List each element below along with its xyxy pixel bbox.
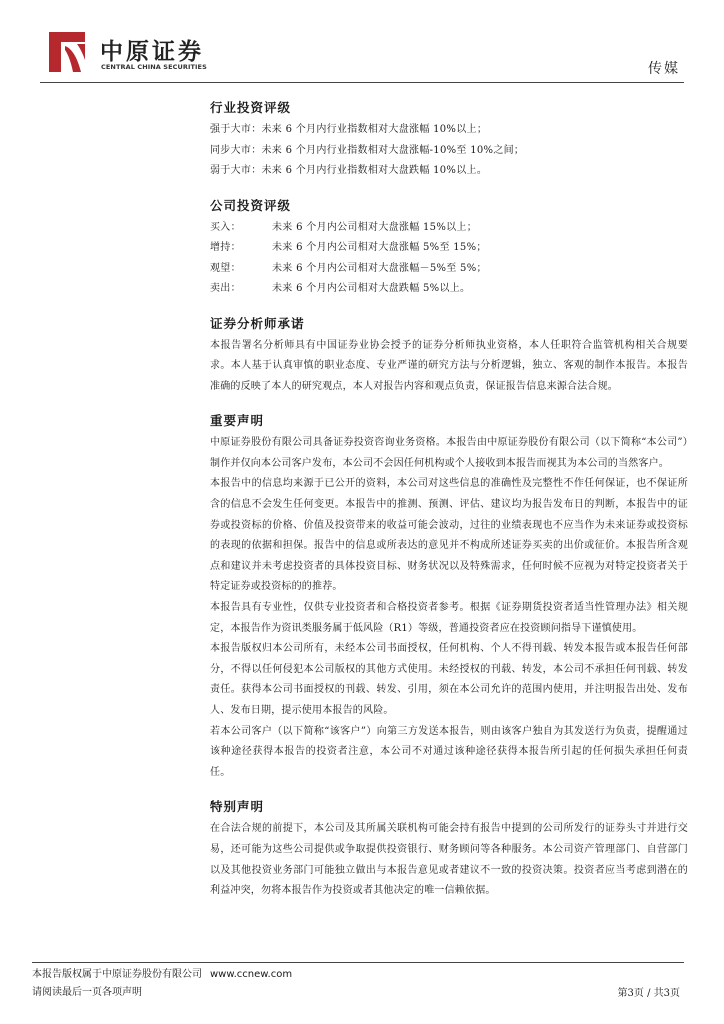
footer-left xyxy=(32,966,292,1002)
special-statement-title: 特别声明 xyxy=(210,799,265,815)
important-statement-paragraph: 中原证券股份有限公司具备证券投资咨询业务资格。本报告由中原证券股份有限公司（以下简称“本公司”）制作并仅向本公司客户发布，本公司不会因任何机构或个人接收到本报告而视其为本公司的当然客户。 xyxy=(210,437,688,469)
special-statement-paragraph: 在合法合规的前提下，本公司及其所属关联机构可能会持有报告中提到的公司所发行的证券头寸并进行交易，还可能为这些公司提供或争取提供投资银行、财务顾问等各种服务。本公司资产管理部门、自营部门以及其他投资业务部门可能独立做出与本报告意见或者建议不一致的投资决策。投资者应当考虑到潜在的利益冲突，勿将本报告作为投资或者其他决定的唯一信赖依据。 xyxy=(210,823,688,897)
company-rating-row xyxy=(210,218,688,239)
company-rating-title: 公司投资评级 xyxy=(210,197,292,213)
rating-label: 观望： xyxy=(210,262,241,274)
sector-label: 传媒 xyxy=(648,61,680,77)
rating-label: 增持： xyxy=(210,242,241,253)
company-rating-row xyxy=(210,259,688,280)
industry-rating-row xyxy=(210,161,688,182)
rating-label: 卖出： xyxy=(210,283,241,294)
rating-text: 未来 6 个月内公司相对大盘涨幅 15%以上； xyxy=(272,221,478,233)
important-statement-paragraph: 本报告中的信息均来源于已公开的资料，本公司对这些信息的准确性及完整性不作任何保证，也不保证所含的信息不会发生任何变更。本报告中的推测、预测、评估、建议均为报告发布日的判断，本报告中的证券或投资标的价格、价值及投资带来的收益可能会波动，过往的业绩表现也不应当作为未来证券或投资标的表现的依据和担保。报告中的信息或所表达的意见并不构成所述证券买卖的出价或征价。本报告所含观点和建议并未考虑投资者的具体投资目标、财务状况以及特殊需求，任何时候不应视为对特定投资者关于特定证券或投资标的的推荐。 xyxy=(210,478,688,593)
rating-text: 未来 6 个月内行业指数相对大盘涨幅 10%以上； xyxy=(261,124,488,135)
rating-text: 未来 6 个月内行业指数相对大盘涨幅-10%至 10%之间； xyxy=(261,144,525,156)
important-statement-paragraph: 本报告版权归本公司所有，未经本公司书面授权，任何机构、个人不得刊载、转发本报告或本报告任何部分，不得以任何侵犯本公司版权的其他方式使用。未经授权的刊载、转发，本公司不承担任何刊载、转发责任。获得本公司书面授权的刊载、转发、引用，须在本公司允许的范围内使用，并注明报告出处、发布人、发布日期，提示使用本报告的风险。 xyxy=(210,643,688,716)
industry-rating-title: 行业投资评级 xyxy=(210,100,292,115)
industry-rating-row xyxy=(210,120,688,141)
rating-text: 未来 6 个月内公司相对大盘涨幅 5%至 15%； xyxy=(272,242,487,253)
header-divider xyxy=(40,82,684,83)
company-rating-row xyxy=(210,279,688,300)
footer-notice: 请阅读最后一页各项声明 xyxy=(32,987,142,998)
rating-label: 同步大市： xyxy=(210,144,262,156)
important-statement-title: 重要声明 xyxy=(210,413,265,429)
footer-website-link[interactable]: www.ccnew.com xyxy=(210,969,293,980)
footer-divider xyxy=(32,962,684,963)
company-logo-icon xyxy=(47,30,87,74)
important-statement-paragraph: 本报告具有专业性，仅供专业投资者和合格投资者参考。根据《证券期货投资者适当性管理办法》相关规定，本报告作为资讯类服务属于低风险（R1）等级，普通投资者应在投资顾问指导下谨慎使用。 xyxy=(210,602,688,634)
analyst-commitment-title: 证券分析师承诺 xyxy=(210,315,305,331)
rating-text: 未来 6 个月内公司相对大盘涨幅－5%至 5%； xyxy=(272,262,487,274)
company-name-en: CENTRAL CHINA SECURITIES xyxy=(101,63,207,71)
analyst-commitment-paragraph: 本报告署名分析师具有中国证券业协会授予的证券分析师执业资格，本人任职符合监管机构相关合规要求。本人基于认真审慎的职业态度、专业严谨的研究方法与分析逻辑，独立、客观的制作本报告。本报告准确的反映了本人的研究观点，本人对报告内容和观点负责，保证报告信息来源合法合规。 xyxy=(210,339,688,392)
page-number: 第3页 / 共3页 xyxy=(617,988,680,999)
company-name-cn: 中原证券 xyxy=(100,39,204,65)
footer-copyright: 本报告版权属于中原证券股份有限公司 xyxy=(32,969,202,980)
company-rating-row xyxy=(210,238,688,259)
important-statement-paragraph: 若本公司客户（以下简称“该客户”）向第三方发送本报告，则由该客户独自为其发送行为负责，提醒通过该种途径获得本报告的投资者注意，本公司不对通过该种途径获得本报告所引起的任何损失承担任何责任。 xyxy=(210,725,688,778)
rating-label: 买入： xyxy=(210,221,241,233)
report-body xyxy=(210,96,688,902)
rating-text: 未来 6 个月内公司相对大盘跌幅 5%以上。 xyxy=(272,283,471,294)
industry-rating-row xyxy=(210,141,688,162)
rating-label: 强于大市： xyxy=(210,124,262,135)
rating-text: 未来 6 个月内行业指数相对大盘跌幅 10%以上。 xyxy=(261,165,488,176)
rating-label: 弱于大市： xyxy=(210,165,262,176)
